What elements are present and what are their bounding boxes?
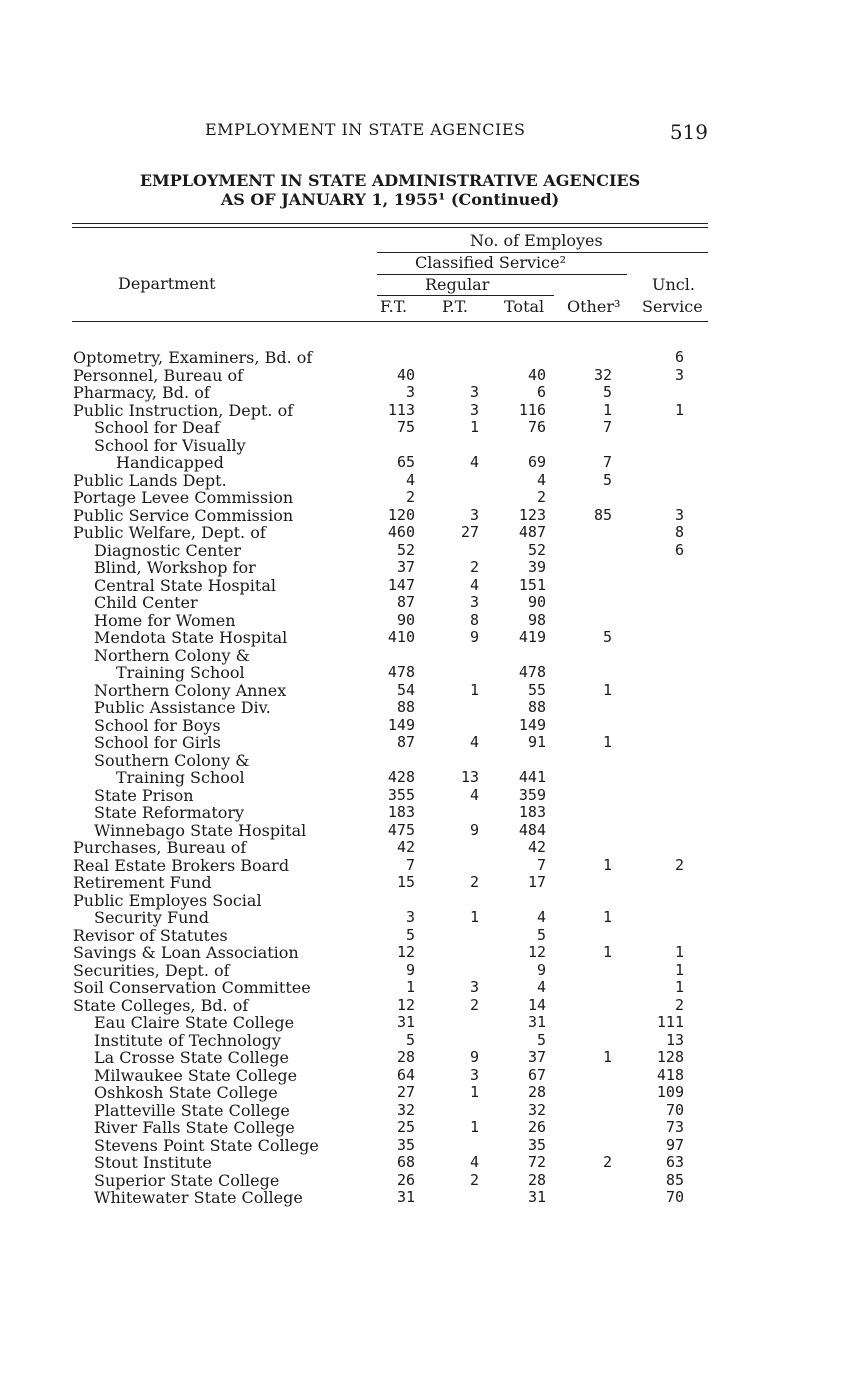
department-cell: Training School <box>116 768 245 787</box>
department-cell: Public Employes Social <box>73 890 262 910</box>
table-row <box>0 717 859 735</box>
total-cell: 67 <box>527 1065 546 1084</box>
total-cell: 42 <box>527 838 546 856</box>
department-cell: Public Service Commission <box>73 505 294 525</box>
department-cell: School for Boys <box>94 715 221 735</box>
table-row <box>0 472 859 490</box>
ft-cell: 68 <box>396 1153 415 1171</box>
department-cell: Mendota State Hospital <box>94 628 288 647</box>
ft-cell: 64 <box>396 1065 415 1084</box>
department-cell: Child Center <box>94 593 198 612</box>
table-row <box>0 787 859 805</box>
department-cell: School for Girls <box>94 733 221 752</box>
table-row <box>0 944 859 962</box>
ft-cell: 42 <box>396 838 415 856</box>
table-row <box>0 1102 859 1120</box>
department-cell: State Reformatory <box>94 803 245 822</box>
uncl-service-cell: 73 <box>665 1118 684 1136</box>
table-row <box>0 524 859 542</box>
total-cell: 14 <box>527 995 546 1014</box>
table-row <box>0 769 859 787</box>
header-service: Service <box>642 297 703 316</box>
uncl-service-cell: 1 <box>674 978 684 996</box>
ft-cell: 7 <box>405 855 415 874</box>
ft-cell: 75 <box>396 418 415 436</box>
uncl-service-cell: 3 <box>674 365 684 384</box>
total-cell: 116 <box>518 400 546 419</box>
page-number: 519 <box>669 120 708 144</box>
department-cell: Public Instruction, Dept. of <box>73 400 294 420</box>
total-cell: 90 <box>527 593 546 611</box>
table-row <box>0 402 859 420</box>
table-row <box>0 927 859 945</box>
table-row <box>0 874 859 892</box>
total-cell: 2 <box>536 488 546 506</box>
total-cell: 149 <box>518 715 546 734</box>
total-cell: 183 <box>518 803 546 821</box>
department-cell: Public Welfare, Dept. of <box>73 523 266 542</box>
ft-cell: 25 <box>396 1118 415 1136</box>
department-cell: Real Estate Brokers Board <box>73 855 290 875</box>
uncl-service-cell: 6 <box>674 348 684 366</box>
header-rule-regular <box>377 295 554 296</box>
department-cell: Northern Colony Annex <box>94 680 287 700</box>
total-cell: 4 <box>536 908 546 926</box>
table-row <box>0 1189 859 1207</box>
department-cell: State Prison <box>94 785 194 805</box>
ft-cell: 478 <box>387 663 415 681</box>
department-cell: Diagnostic Center <box>94 540 242 560</box>
department-cell: Northern Colony & <box>94 645 250 665</box>
pt-cell: 2 <box>469 873 479 891</box>
table-row <box>0 822 859 840</box>
table-row <box>0 752 859 770</box>
department-cell: Home for Women <box>94 610 236 630</box>
other-cell: 5 <box>602 470 612 489</box>
total-cell: 359 <box>518 785 546 804</box>
uncl-service-cell: 1 <box>674 960 684 979</box>
table-row <box>0 699 859 717</box>
pt-cell: 4 <box>469 1153 479 1171</box>
other-cell: 7 <box>602 453 612 471</box>
uncl-service-cell: 70 <box>665 1100 684 1119</box>
department-cell: State Colleges, Bd. of <box>73 995 249 1015</box>
table-row <box>0 419 859 437</box>
other-cell: 32 <box>593 365 612 384</box>
department-cell: Savings & Loan Association <box>73 943 299 962</box>
ft-cell: 5 <box>405 1030 415 1049</box>
pt-cell: 1 <box>469 908 479 926</box>
department-cell: Stevens Point State College <box>94 1135 319 1155</box>
table-row <box>0 594 859 612</box>
uncl-service-cell: 97 <box>665 1135 684 1154</box>
ft-cell: 28 <box>396 1048 415 1066</box>
total-cell: 6 <box>536 383 546 401</box>
department-cell: River Falls State College <box>94 1118 295 1137</box>
other-cell: 2 <box>602 1153 612 1171</box>
header-ft: F.T. <box>380 297 408 316</box>
other-cell: 5 <box>602 383 612 401</box>
pt-cell: 4 <box>469 575 479 594</box>
ft-cell: 26 <box>396 1170 415 1189</box>
table-row <box>0 647 859 665</box>
ft-cell: 355 <box>387 785 415 804</box>
department-cell: Whitewater State College <box>94 1188 303 1207</box>
department-cell: Retirement Fund <box>73 873 212 892</box>
ft-cell: 37 <box>396 558 415 576</box>
table-row <box>0 804 859 822</box>
department-cell: La Crosse State College <box>94 1048 289 1067</box>
total-cell: 478 <box>518 663 546 681</box>
top-rule-1 <box>72 223 708 224</box>
department-cell: Revisor of Statutes <box>73 925 228 945</box>
header-other: Other³ <box>567 297 621 316</box>
table-row <box>0 997 859 1015</box>
uncl-service-cell: 2 <box>674 855 684 874</box>
ft-cell: 149 <box>387 715 415 734</box>
pt-cell: 9 <box>469 820 479 839</box>
table-row <box>0 577 859 595</box>
department-cell: Milwaukee State College <box>94 1065 298 1085</box>
table-row <box>0 682 859 700</box>
pt-cell: 3 <box>469 1065 479 1084</box>
table-row <box>0 542 859 560</box>
department-cell: Superior State College <box>94 1170 280 1190</box>
total-cell: 5 <box>536 1030 546 1049</box>
pt-cell: 4 <box>469 733 479 751</box>
ft-cell: 4 <box>405 470 415 489</box>
department-cell: Optometry, Examiners, Bd. of <box>73 348 313 367</box>
department-cell: Soil Conservation Committee <box>73 978 311 997</box>
table-row <box>0 384 859 402</box>
table-body <box>0 349 859 1207</box>
table-row <box>0 612 859 630</box>
ft-cell: 65 <box>396 453 415 471</box>
uncl-service-cell: 3 <box>674 505 684 524</box>
uncl-service-cell: 111 <box>656 1013 684 1031</box>
department-cell: Central State Hospital <box>94 575 276 595</box>
pt-cell: 9 <box>469 628 479 646</box>
ft-cell: 15 <box>396 873 415 891</box>
other-cell: 1 <box>602 733 612 751</box>
other-cell: 1 <box>602 1048 612 1066</box>
uncl-service-cell: 63 <box>665 1153 684 1171</box>
total-cell: 91 <box>527 733 546 751</box>
header-no-of-employes: No. of Employes <box>470 231 603 250</box>
pt-cell: 1 <box>469 1118 479 1136</box>
ft-cell: 12 <box>396 943 415 961</box>
department-cell: Securities, Dept. of <box>73 960 230 980</box>
total-cell: 72 <box>527 1153 546 1171</box>
department-cell: Blind, Workshop for <box>94 558 256 577</box>
total-cell: 37 <box>527 1048 546 1066</box>
total-cell: 31 <box>527 1188 546 1206</box>
department-cell: Public Lands Dept. <box>73 470 227 490</box>
table-title <box>70 171 710 209</box>
table-row <box>0 857 859 875</box>
total-cell: 35 <box>527 1135 546 1154</box>
header-rule-classified <box>377 274 627 275</box>
ft-cell: 12 <box>396 995 415 1014</box>
total-cell: 28 <box>527 1170 546 1189</box>
ft-cell: 52 <box>396 540 415 559</box>
ft-cell: 31 <box>396 1013 415 1031</box>
pt-cell: 4 <box>469 785 479 804</box>
uncl-service-cell: 6 <box>674 540 684 559</box>
table-row <box>0 1049 859 1067</box>
total-cell: 32 <box>527 1100 546 1119</box>
ft-cell: 3 <box>405 908 415 926</box>
department-cell: Public Assistance Div. <box>94 698 271 717</box>
ft-cell: 9 <box>405 960 415 979</box>
ft-cell: 31 <box>396 1188 415 1206</box>
total-cell: 76 <box>527 418 546 436</box>
other-cell: 1 <box>602 908 612 926</box>
department-cell: Southern Colony & <box>94 750 250 770</box>
total-cell: 9 <box>536 960 546 979</box>
other-cell: 7 <box>602 418 612 436</box>
table-row <box>0 892 859 910</box>
table-row <box>0 1119 859 1137</box>
department-cell: Oshkosh State College <box>94 1083 278 1102</box>
uncl-service-cell: 8 <box>674 523 684 541</box>
pt-cell: 3 <box>469 400 479 419</box>
ft-cell: 183 <box>387 803 415 821</box>
uncl-service-cell: 85 <box>665 1170 684 1189</box>
department-cell: Stout Institute <box>94 1153 212 1172</box>
table-row <box>0 1067 859 1085</box>
header-classified-service: Classified Service² <box>415 253 566 272</box>
department-cell: Handicapped <box>116 453 224 472</box>
total-cell: 12 <box>527 943 546 961</box>
uncl-service-cell: 1 <box>674 400 684 419</box>
table-row <box>0 734 859 752</box>
pt-cell: 1 <box>469 1083 479 1101</box>
table-row <box>0 839 859 857</box>
ft-cell: 87 <box>396 733 415 751</box>
ft-cell: 475 <box>387 820 415 839</box>
ft-cell: 5 <box>405 925 415 944</box>
ft-cell: 3 <box>405 383 415 401</box>
ft-cell: 2 <box>405 488 415 506</box>
department-cell: Winnebago State Hospital <box>94 820 307 840</box>
total-cell: 7 <box>536 855 546 874</box>
total-cell: 31 <box>527 1013 546 1031</box>
table-row <box>0 1172 859 1190</box>
department-cell: Personnel, Bureau of <box>73 365 244 385</box>
title-line-1: EMPLOYMENT IN STATE ADMINISTRATIVE AGENCIES <box>139 171 641 190</box>
pt-cell: 3 <box>469 383 479 401</box>
pt-cell: 3 <box>469 978 479 996</box>
ft-cell: 27 <box>396 1083 415 1101</box>
uncl-service-cell: 2 <box>674 995 684 1014</box>
ft-cell: 428 <box>387 768 415 786</box>
ft-cell: 90 <box>396 610 415 629</box>
pt-cell: 27 <box>460 523 479 541</box>
total-cell: 88 <box>527 698 546 716</box>
pt-cell: 13 <box>460 768 479 786</box>
total-cell: 69 <box>527 453 546 471</box>
other-cell: 85 <box>593 505 612 524</box>
table-row <box>0 349 859 367</box>
total-cell: 5 <box>536 925 546 944</box>
other-cell: 1 <box>602 943 612 961</box>
total-cell: 123 <box>518 505 546 524</box>
total-cell: 441 <box>518 768 546 786</box>
title-line-2: AS OF JANUARY 1, 1955¹ (Continued) <box>220 190 560 209</box>
department-cell: Training School <box>116 663 245 682</box>
department-cell: School for Visually <box>94 435 246 455</box>
table-row <box>0 507 859 525</box>
pt-cell: 3 <box>469 593 479 611</box>
other-cell: 1 <box>602 400 612 419</box>
header-total: Total <box>504 297 545 316</box>
uncl-service-cell: 109 <box>656 1083 684 1101</box>
total-cell: 39 <box>527 558 546 576</box>
ft-cell: 147 <box>387 575 415 594</box>
table-row <box>0 664 859 682</box>
pt-cell: 2 <box>469 1170 479 1189</box>
ft-cell: 113 <box>387 400 415 419</box>
other-cell: 1 <box>602 680 612 699</box>
department-cell: Platteville State College <box>94 1100 290 1120</box>
department-cell: Institute of Technology <box>94 1030 281 1050</box>
ft-cell: 35 <box>396 1135 415 1154</box>
table-row <box>0 1084 859 1102</box>
uncl-service-cell: 128 <box>656 1048 684 1066</box>
ft-cell: 1 <box>405 978 415 996</box>
department-cell: Eau Claire State College <box>94 1013 295 1032</box>
table-row <box>0 1154 859 1172</box>
table-row <box>0 489 859 507</box>
total-cell: 484 <box>518 820 546 839</box>
pt-cell: 1 <box>469 418 479 436</box>
table-row <box>0 437 859 455</box>
uncl-service-cell: 1 <box>674 943 684 961</box>
pt-cell: 3 <box>469 505 479 524</box>
table-row <box>0 1032 859 1050</box>
total-cell: 52 <box>527 540 546 559</box>
top-rule-2 <box>72 227 708 228</box>
header-department: Department <box>118 274 216 293</box>
total-cell: 487 <box>518 523 546 541</box>
department-cell: Security Fund <box>94 908 209 927</box>
total-cell: 40 <box>527 365 546 384</box>
ft-cell: 40 <box>396 365 415 384</box>
total-cell: 26 <box>527 1118 546 1136</box>
uncl-service-cell: 13 <box>665 1030 684 1049</box>
ft-cell: 120 <box>387 505 415 524</box>
ft-cell: 88 <box>396 698 415 716</box>
uncl-service-cell: 418 <box>656 1065 684 1084</box>
table-row <box>0 1014 859 1032</box>
pt-cell: 4 <box>469 453 479 471</box>
table-row <box>0 979 859 997</box>
department-cell: School for Deaf <box>94 418 220 437</box>
header-regular: Regular <box>425 275 490 294</box>
ft-cell: 460 <box>387 523 415 541</box>
total-cell: 17 <box>527 873 546 891</box>
ft-cell: 32 <box>396 1100 415 1119</box>
header-bottom-rule <box>72 321 708 322</box>
table-row <box>0 367 859 385</box>
department-cell: Purchases, Bureau of <box>73 838 247 857</box>
pt-cell: 2 <box>469 995 479 1014</box>
department-cell: Portage Levee Commission <box>73 488 294 507</box>
department-cell: Pharmacy, Bd. of <box>73 383 210 402</box>
table-row <box>0 559 859 577</box>
total-cell: 98 <box>527 610 546 629</box>
uncl-service-cell: 70 <box>665 1188 684 1206</box>
total-cell: 28 <box>527 1083 546 1101</box>
table-row <box>0 629 859 647</box>
header-uncl: Uncl. <box>652 275 695 294</box>
running-head: EMPLOYMENT IN STATE AGENCIES <box>205 120 526 139</box>
pt-cell: 1 <box>469 680 479 699</box>
total-cell: 419 <box>518 628 546 646</box>
ft-cell: 54 <box>396 680 415 699</box>
table-row <box>0 454 859 472</box>
other-cell: 5 <box>602 628 612 646</box>
ft-cell: 410 <box>387 628 415 646</box>
pt-cell: 2 <box>469 558 479 576</box>
pt-cell: 9 <box>469 1048 479 1066</box>
total-cell: 4 <box>536 470 546 489</box>
other-cell: 1 <box>602 855 612 874</box>
ft-cell: 87 <box>396 593 415 611</box>
table-row <box>0 962 859 980</box>
header-pt: P.T. <box>442 297 469 316</box>
total-cell: 151 <box>518 575 546 594</box>
total-cell: 55 <box>527 680 546 699</box>
total-cell: 4 <box>536 978 546 996</box>
pt-cell: 8 <box>469 610 479 629</box>
table-row <box>0 909 859 927</box>
table-row <box>0 1137 859 1155</box>
